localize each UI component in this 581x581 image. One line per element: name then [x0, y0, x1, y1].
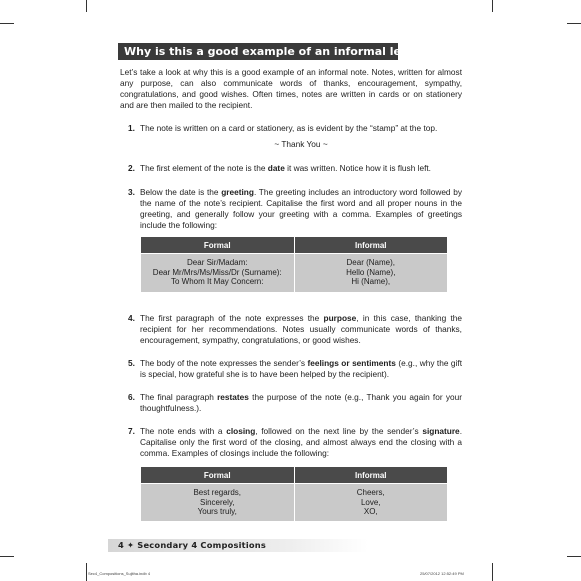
- list-item: [128, 313, 462, 346]
- crop-mark: [0, 23, 14, 24]
- item-text: (e.g., why the gift is special, how grateful she is to have been helped by the recipient).: [140, 358, 463, 379]
- item-keyword: closing: [226, 426, 256, 436]
- item-number: 7.: [128, 426, 135, 436]
- item-keyword: feelings or sentiments: [307, 358, 396, 368]
- closing-example: Yours truly,: [197, 507, 237, 516]
- item-text: , followed on the next line by the sender’s: [255, 426, 423, 436]
- closings-table: [141, 467, 447, 521]
- list-item: [128, 123, 462, 134]
- table-header: Informal: [294, 237, 447, 254]
- table-header: Formal: [141, 467, 294, 484]
- list-item: [128, 163, 462, 174]
- closing-example: XO,: [363, 507, 378, 516]
- item-text: the purpose of the note (e.g., Thank you again for your thoughtfulness.).: [140, 392, 462, 413]
- stamp-example: ~ Thank You ~: [274, 139, 328, 149]
- item-number: 4.: [128, 313, 135, 323]
- item-keyword: greeting: [221, 187, 254, 197]
- greeting-example: Hello (Name),: [346, 267, 396, 277]
- table-header: Formal: [141, 237, 294, 254]
- list-item: [128, 426, 462, 459]
- item-keyword: purpose: [323, 313, 357, 323]
- list-item: [128, 187, 462, 231]
- intro-paragraph: Let’s take a look at why this is a good example of an informal note. Notes, written for almost any purpose, can also communicate words of thanks, encouragement, sympathy, congratulations, and good wishes. Often times, notes are written in cards or on stationery and are then mailed to the recipient.: [120, 67, 462, 110]
- item-text: it was written. Notice how it is flush left.: [284, 163, 431, 173]
- greeting-example: Hi (Name),: [351, 277, 391, 286]
- crop-mark: [86, 563, 87, 581]
- closing-example: Best regards,: [193, 488, 242, 497]
- greetings-table: [141, 237, 447, 292]
- greeting-example: To Whom It May Concern:: [171, 277, 264, 286]
- item-keyword: restates: [217, 392, 249, 402]
- table-cell: [141, 484, 294, 521]
- crop-mark: [0, 556, 14, 557]
- closing-example: Love,: [360, 497, 381, 507]
- crop-mark: [86, 0, 87, 12]
- list-item: [128, 392, 462, 414]
- print-slug-file: Sec4_Compositions_Sujitha.indb 4: [88, 571, 151, 576]
- item-number: 1.: [128, 123, 135, 133]
- crop-mark: [567, 556, 581, 557]
- item-text: The final paragraph: [140, 392, 218, 402]
- page-footer: 4 ✦ Secondary 4 Compositions: [118, 540, 267, 550]
- item-text: The body of the note expresses the sender’s: [140, 358, 308, 368]
- section-heading: Why is this a good example of an informal letter?: [118, 43, 398, 60]
- greeting-example: Dear (Name),: [346, 258, 395, 267]
- item-text: The first paragraph of the note expresses the: [140, 313, 324, 323]
- greeting-example: Dear Sir/Madam:: [187, 258, 248, 267]
- print-slug-date: 25/07/2012 12:52:49 PM: [420, 571, 464, 576]
- table-cell: [294, 254, 447, 292]
- item-keyword: signature: [422, 426, 460, 436]
- item-text: The note ends with a: [140, 426, 227, 436]
- crop-mark: [567, 23, 581, 24]
- item-number: 3.: [128, 187, 135, 197]
- table-cell: [141, 254, 294, 292]
- list-item: [128, 358, 462, 380]
- table-cell: [294, 484, 447, 521]
- item-number: 6.: [128, 392, 135, 402]
- item-text: . The greeting includes an introductory word followed by the name of the note’s recipient. Capitalise the first word and all proper nouns in the greeting, and generally follow your greeting with a comma. Examples of greetings include the following:: [140, 187, 462, 230]
- item-number: 5.: [128, 358, 135, 368]
- crop-mark: [492, 563, 493, 581]
- item-text: . Capitalise only the first word of the closing, and almost always end the closing with a comma. Examples of closings include the following:: [140, 426, 462, 458]
- item-text: The note is written on a card or stationery, as is evident by the “stamp” at the top.: [140, 123, 438, 133]
- item-text: Below the date is the: [140, 187, 222, 197]
- table-header: Informal: [294, 467, 447, 484]
- closing-example: Cheers,: [356, 488, 385, 497]
- greeting-example: Dear Mr/Mrs/Ms/Miss/Dr (Surname):: [152, 267, 282, 277]
- item-text: The first element of the note is the: [140, 163, 268, 173]
- item-number: 2.: [128, 163, 135, 173]
- closing-example: Sincerely,: [199, 497, 235, 507]
- item-keyword: date: [267, 163, 285, 173]
- item-text: , in this case, thanking the recipient for her recommendations. Notes usually communicate words of thanks, encouragement, sympathy, congratulations, or good wishes.: [140, 313, 462, 345]
- crop-mark: [492, 0, 493, 12]
